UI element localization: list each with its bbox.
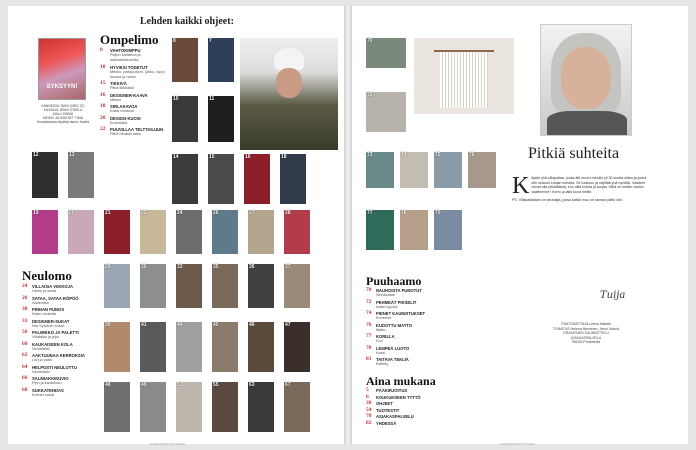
thumbnail-photo[interactable] xyxy=(68,210,94,254)
thumbnail-number: 79 xyxy=(435,210,441,216)
thumbnail-number: 13 xyxy=(69,152,75,158)
thumbnail-photo[interactable] xyxy=(366,152,394,188)
toc-page xyxy=(8,6,344,444)
feature-photo-wall-hanging xyxy=(414,38,514,114)
thumbnail-number: 45 xyxy=(213,322,219,328)
thumbnail-number: 30 xyxy=(141,264,147,270)
feature-photo-knit-hat xyxy=(240,38,338,150)
editorial-title: Pitkiä suhteita xyxy=(528,145,620,162)
toc-entry[interactable] xyxy=(22,330,92,340)
entry-title: DESIGNER-SUKAT xyxy=(32,318,70,324)
entry-desc: Mia Sylvänin sukat xyxy=(32,323,64,328)
thumbnail-number: 29 xyxy=(105,264,111,270)
entry-desc: Kaksi tyynyä xyxy=(376,304,398,309)
thumbnail-photo[interactable] xyxy=(212,210,238,254)
thumbnail-number: 47 xyxy=(285,322,291,328)
page-number: 77 xyxy=(366,333,372,339)
page-number: 24 xyxy=(22,283,28,289)
thumbnail-number: 26 xyxy=(213,210,219,216)
thumbnail-number: 70 xyxy=(367,38,373,44)
thumbnail-number: 33 xyxy=(177,264,183,270)
entry-title: OHJEET xyxy=(376,401,393,406)
thumbnail-number: 36 xyxy=(249,264,255,270)
page-number: 16 xyxy=(100,91,106,98)
thumbnail-photo[interactable] xyxy=(366,210,394,250)
toc-entry[interactable] xyxy=(366,408,446,413)
thumbnail-photo[interactable] xyxy=(172,154,198,204)
page-gutter xyxy=(344,6,352,444)
toc-entry[interactable] xyxy=(366,388,446,393)
entry-title: AAKTUUNAA KERROKSIA xyxy=(32,353,85,358)
entry-desc: Kuviotakki xyxy=(110,120,128,125)
toc-page-right xyxy=(352,6,688,444)
page-number: 76 xyxy=(366,321,372,328)
thumbnail-number: 74 xyxy=(401,152,407,158)
toc-entry[interactable] xyxy=(22,284,92,294)
entry-title: LEMPEÄ LUOTO xyxy=(376,345,410,351)
page-number: 15 xyxy=(100,80,106,86)
toc-entry[interactable] xyxy=(366,414,446,419)
toc-title: Lehden kaikki ohjeet: xyxy=(140,16,234,27)
thumbnail-photo[interactable] xyxy=(104,382,130,432)
toc-entry[interactable] xyxy=(366,357,446,367)
thumbnail-number: 19 xyxy=(33,210,39,216)
thumbnail-number: 11 xyxy=(209,96,215,102)
thumbnail-number: 7 xyxy=(209,38,212,44)
thumbnail-photo[interactable] xyxy=(366,38,406,68)
thumbnail-photo[interactable] xyxy=(212,322,238,372)
toc-entry[interactable] xyxy=(22,353,92,363)
toc-entry[interactable] xyxy=(100,48,170,63)
thumbnail-number: 76 xyxy=(469,152,475,158)
toc-entry[interactable] xyxy=(100,116,170,126)
entry-title: TUOTESTIT xyxy=(376,407,400,413)
thumbnail-number: 15 xyxy=(209,154,215,160)
thumbnail-photo[interactable] xyxy=(400,210,428,250)
page-number: 5 xyxy=(366,387,369,393)
hanging-weave xyxy=(440,52,488,108)
entry-title: SUKKATEHDAS xyxy=(32,387,64,393)
thumbnail-photo[interactable] xyxy=(248,210,274,254)
editor-portrait xyxy=(540,24,632,136)
thumbnail-number: 78 xyxy=(401,210,407,216)
entry-title: HELPOSTI NEULOTTU xyxy=(32,364,77,370)
page-number: 78 xyxy=(366,344,372,351)
toc-entry[interactable] xyxy=(22,319,92,329)
entry-title: ASIAKASPALVELU xyxy=(376,414,414,419)
entry-desc: Pipo ja kaulahuivi xyxy=(32,381,62,385)
thumbnail-number: 77 xyxy=(367,210,373,216)
entry-desc: Kaksi mekkoa xyxy=(110,109,134,113)
thumbnail-number: 51 xyxy=(177,382,183,388)
toc-entry[interactable] xyxy=(22,376,92,386)
thumbnail-photo[interactable] xyxy=(248,322,274,372)
thumbnail-number: 22 xyxy=(141,210,147,216)
thumbnail-number: 21 xyxy=(105,210,111,216)
page-number: 20 xyxy=(100,114,106,121)
thumbnail-photo[interactable] xyxy=(248,264,274,308)
page-number: 78 xyxy=(366,413,372,419)
toc-entry[interactable] xyxy=(366,334,446,344)
thumbnail-number: 12 xyxy=(33,152,39,158)
entry-title: SIRLAKAVOA xyxy=(110,104,138,109)
thumbnail-number: 16 xyxy=(245,154,251,160)
entry-title: YHDESSÄ xyxy=(376,420,397,426)
thumbnail-number: 37 xyxy=(285,264,291,270)
thumbnail-photo[interactable] xyxy=(68,152,94,198)
cover-label: SYKSYYN! xyxy=(46,84,78,90)
thumbnail-number: 14 xyxy=(173,154,179,160)
page-number: 64 xyxy=(22,363,28,370)
entry-desc: Kassi xyxy=(376,350,386,355)
folio-left: SUURI KÄSITYÖ 10/2022 xyxy=(150,442,185,446)
thumbnail-number: 24 xyxy=(177,210,183,216)
entry-title: PUUVILLAA TELTTAILUUN xyxy=(110,127,164,132)
entry-desc: Matto xyxy=(376,327,386,332)
page-number: 22 xyxy=(100,126,106,132)
cover-credits: KANNESSA TAKKI (NRO 22) KUVAAJA JENNI JOKELA MALLI EMMA MEIKKI JA HIUKSET TIINA Kuvauksessa käytetyt lanka: Novita xyxy=(37,104,89,124)
thumbnail-photo[interactable] xyxy=(212,264,238,308)
entry-desc: Pitkä hihaton takki xyxy=(110,132,141,136)
thumbnail-number: 8 xyxy=(173,38,176,44)
thumbnail-number: 28 xyxy=(285,210,291,216)
thumbnail-photo[interactable] xyxy=(104,210,130,254)
toc-entry[interactable] xyxy=(100,104,170,114)
page-number: 26 xyxy=(22,294,28,301)
toc-entry[interactable] xyxy=(100,93,170,103)
page-number: 66 xyxy=(22,375,28,381)
entry-title: SATAA, SATAA RÖPÖÖ xyxy=(32,295,79,301)
section-title-aina-mukana: Aina mukana xyxy=(366,374,436,388)
thumbnail-photo[interactable] xyxy=(248,382,274,432)
page-number: 18 xyxy=(100,103,106,109)
entry-title: TIKKIVÄ xyxy=(110,81,127,86)
entry-title: NAUHOISTA PUNOTUT xyxy=(376,288,422,293)
thumbnail-number: 55 xyxy=(213,382,219,388)
page-number: 6 xyxy=(366,393,369,400)
dropcap: K xyxy=(512,173,530,199)
folio-right: SUURI KÄSITYÖ 10/2022 xyxy=(500,442,535,446)
entry-desc: Seinävaate xyxy=(376,293,395,297)
editorial-ps: PS. Villapaidallani on seuraaja, jossa kaikki muu on samaa paitsi väri. xyxy=(512,198,623,202)
thumbnail-number: 44 xyxy=(177,322,183,328)
entry-title: SALMIAKKIKUVIO xyxy=(32,376,69,381)
hat-shape xyxy=(274,48,304,70)
entry-desc: Koristeet xyxy=(376,316,391,320)
entry-title: PINNAN PUNOS xyxy=(32,307,65,312)
page-number: 82 xyxy=(366,419,372,426)
page-number: 68 xyxy=(22,386,28,393)
toc-entry[interactable] xyxy=(100,127,170,137)
thumbnail-number: 20 xyxy=(69,210,75,216)
thumbnail-photo[interactable] xyxy=(208,154,234,204)
editorial-text: äytän yhä villapaitaa, jonka äiti neuloi minulle yli 30 vuotta sitten ja jonka olin ostanut Lahjan lomalta. Se tuoksuu ja näyttää yhä hyvältä. Vaatteet voivat olla pitkäikäisiä, kun niitä hoitaa ja korjaa. Mikä on teidän vanhin vaatteenne? Kerro ja laita kuva meille. xyxy=(531,176,647,194)
toc-entry[interactable] xyxy=(366,395,446,400)
toc-entry[interactable] xyxy=(366,300,446,310)
entry-desc: Liivi ja paita xyxy=(32,358,52,362)
thumbnail-photo[interactable] xyxy=(434,152,462,188)
thumbnail-number: 63 xyxy=(249,382,255,388)
thumbnail-number: 48 xyxy=(105,382,111,388)
page-number: 56 xyxy=(22,329,28,335)
entry-title: DESIGNER-KAAVA xyxy=(110,92,148,98)
page-number: 60 xyxy=(22,340,28,347)
toc-entry[interactable] xyxy=(22,296,92,306)
toc-entry[interactable] xyxy=(22,307,92,317)
thumbnail-photo[interactable] xyxy=(176,210,202,254)
thumbnail-photo[interactable] xyxy=(400,152,428,188)
thumbnail-photo[interactable] xyxy=(208,96,234,142)
thumbnail-number: 35 xyxy=(213,264,219,270)
entry-desc: Villatakki ja pipo xyxy=(32,335,60,339)
toc-entry[interactable] xyxy=(366,323,446,333)
toc-entry[interactable] xyxy=(366,311,446,321)
thumbnail-number: 75 xyxy=(435,152,441,158)
thumbnail-number: 67 xyxy=(285,382,291,388)
entry-title: PIENET KAUNISTUKSET xyxy=(376,311,426,316)
toc-entry[interactable] xyxy=(100,65,170,80)
toc-entry[interactable] xyxy=(22,365,92,375)
toc-entry[interactable] xyxy=(366,401,446,406)
thumbnail-photo[interactable] xyxy=(140,210,166,254)
toc-entry[interactable] xyxy=(22,342,92,352)
thumbnail-number: 49 xyxy=(141,382,147,388)
page-number: 70 xyxy=(366,287,372,293)
staff-credits: PÄÄTOIMITTAJA Leena Hakala TOIMITUS Helena Nieminen, Jenni Jokela GRAAFINEN SUUNNITTELU ASIAKASPALVELU PAINO Printmedia xyxy=(553,322,619,344)
entry-desc: Neuletakki xyxy=(32,369,50,374)
entry-desc: Sadeviitta xyxy=(32,300,49,305)
thumbnail-photo[interactable] xyxy=(176,382,202,432)
entry-title: DESIGN-KUOSI xyxy=(110,115,141,121)
thumbnail-photo[interactable] xyxy=(104,264,130,308)
entry-desc: Paljon Mallistoa ja salmiakkikuvioita xyxy=(110,53,141,62)
thumbnail-number: 10 xyxy=(173,96,179,102)
thumbnail-photo[interactable] xyxy=(280,154,306,204)
page-number: 33 xyxy=(22,317,28,324)
page-number: 74 xyxy=(366,310,372,316)
page-number: 8 xyxy=(100,47,103,53)
thumbnail-number: 73 xyxy=(367,152,373,158)
thumbnail-photo[interactable] xyxy=(284,322,310,372)
thumbnail-number: 18 xyxy=(281,154,287,160)
thumbnail-photo[interactable] xyxy=(140,322,166,372)
thumbnail-photo[interactable] xyxy=(176,322,202,372)
entry-title: HYVIKSI TODETUT xyxy=(110,64,148,70)
section-title-ompelimo: Ompelimo xyxy=(100,32,159,47)
puuhaamo-list xyxy=(366,288,446,369)
page-number: 54 xyxy=(366,406,372,413)
thumbnail-photo[interactable] xyxy=(212,382,238,432)
entry-title: VAHTOKIMPPU xyxy=(110,48,141,53)
toc-entry[interactable] xyxy=(366,346,446,356)
thumbnail-number: 46 xyxy=(249,322,255,328)
thumbnail-photo[interactable] xyxy=(244,154,270,204)
page-number: 30 xyxy=(22,306,28,312)
thumbnail-number: 27 xyxy=(249,210,255,216)
thumbnail-photo[interactable] xyxy=(208,38,234,82)
page-number: 81 xyxy=(366,356,372,362)
entry-title: PEHMEÄT PIKSELIT xyxy=(376,299,417,305)
entry-desc: Kori xyxy=(376,339,383,343)
thumbnail-photo[interactable] xyxy=(32,210,58,254)
entry-desc: Mekko, paitapusero, jakku, toppi, housut ja hame xyxy=(110,69,166,79)
aina-list xyxy=(366,388,446,427)
entry-title: KUDOTTU MATTO xyxy=(376,322,413,328)
entry-desc: Kaksi neuletta xyxy=(32,312,56,316)
thumbnail-photo[interactable] xyxy=(172,96,198,142)
section-title-puuhaamo: Puuhaamo xyxy=(366,274,422,288)
entry-desc: Hame ja sukat xyxy=(32,289,57,293)
entry-desc: Neuletakki xyxy=(32,346,50,351)
thumbnail-number: 41 xyxy=(141,322,147,328)
editor-signature: Tuija xyxy=(600,290,626,301)
entry-title: VILLAISIA VIIKKOJA xyxy=(32,284,74,289)
toc-entry[interactable] xyxy=(22,388,92,398)
thumbnail-photo[interactable] xyxy=(434,210,462,250)
section-title-neulomo: Neulomo xyxy=(22,268,72,283)
neulomo-list xyxy=(22,284,92,399)
toc-entry[interactable] xyxy=(100,81,170,91)
page-number: 72 xyxy=(366,298,372,305)
editorial-body xyxy=(512,173,652,203)
cover-image xyxy=(38,38,86,100)
thumbnail-photo[interactable] xyxy=(176,264,202,308)
thumbnail-photo[interactable] xyxy=(284,382,310,432)
ompelimo-list xyxy=(100,48,170,139)
entry-desc: Esittely xyxy=(376,362,389,366)
thumbnail-photo[interactable] xyxy=(140,382,166,432)
entry-title: PALMIKKO JA PALETTI xyxy=(32,330,79,335)
thumbnail-number: 72 xyxy=(367,92,373,98)
entry-title: KOUKUKSEEN TYTTÖ xyxy=(376,394,421,400)
toc-entry[interactable] xyxy=(366,421,446,426)
thumbnail-number: 39 xyxy=(105,322,111,328)
entry-desc: Pitkä tikkitakki xyxy=(110,86,134,90)
thumbnail-photo[interactable] xyxy=(468,152,496,188)
thumbnail-photo[interactable] xyxy=(104,322,130,372)
page-number: 38 xyxy=(366,400,372,406)
entry-title: KORILLA xyxy=(376,334,395,339)
entry-title: PÄÄKIRJOITUS xyxy=(376,388,408,393)
thumbnail-photo[interactable] xyxy=(366,92,406,132)
page-number: 62 xyxy=(22,352,28,358)
thumbnail-photo[interactable] xyxy=(140,264,166,308)
thumbnail-photo[interactable] xyxy=(284,210,310,254)
entry-title: KAUKAISEEN KOLA xyxy=(32,341,73,347)
toc-entry[interactable] xyxy=(366,288,446,298)
thumbnail-photo[interactable] xyxy=(172,38,198,82)
entry-desc: Mekko xyxy=(110,97,122,102)
entry-title: TAITAVA TEKIJÄ xyxy=(376,357,409,362)
entry-desc: Kolmet sukat xyxy=(32,392,54,397)
page-number: 10 xyxy=(100,63,106,70)
thumbnail-photo[interactable] xyxy=(32,152,58,198)
thumbnail-photo[interactable] xyxy=(284,264,310,308)
face-shape xyxy=(276,68,302,98)
